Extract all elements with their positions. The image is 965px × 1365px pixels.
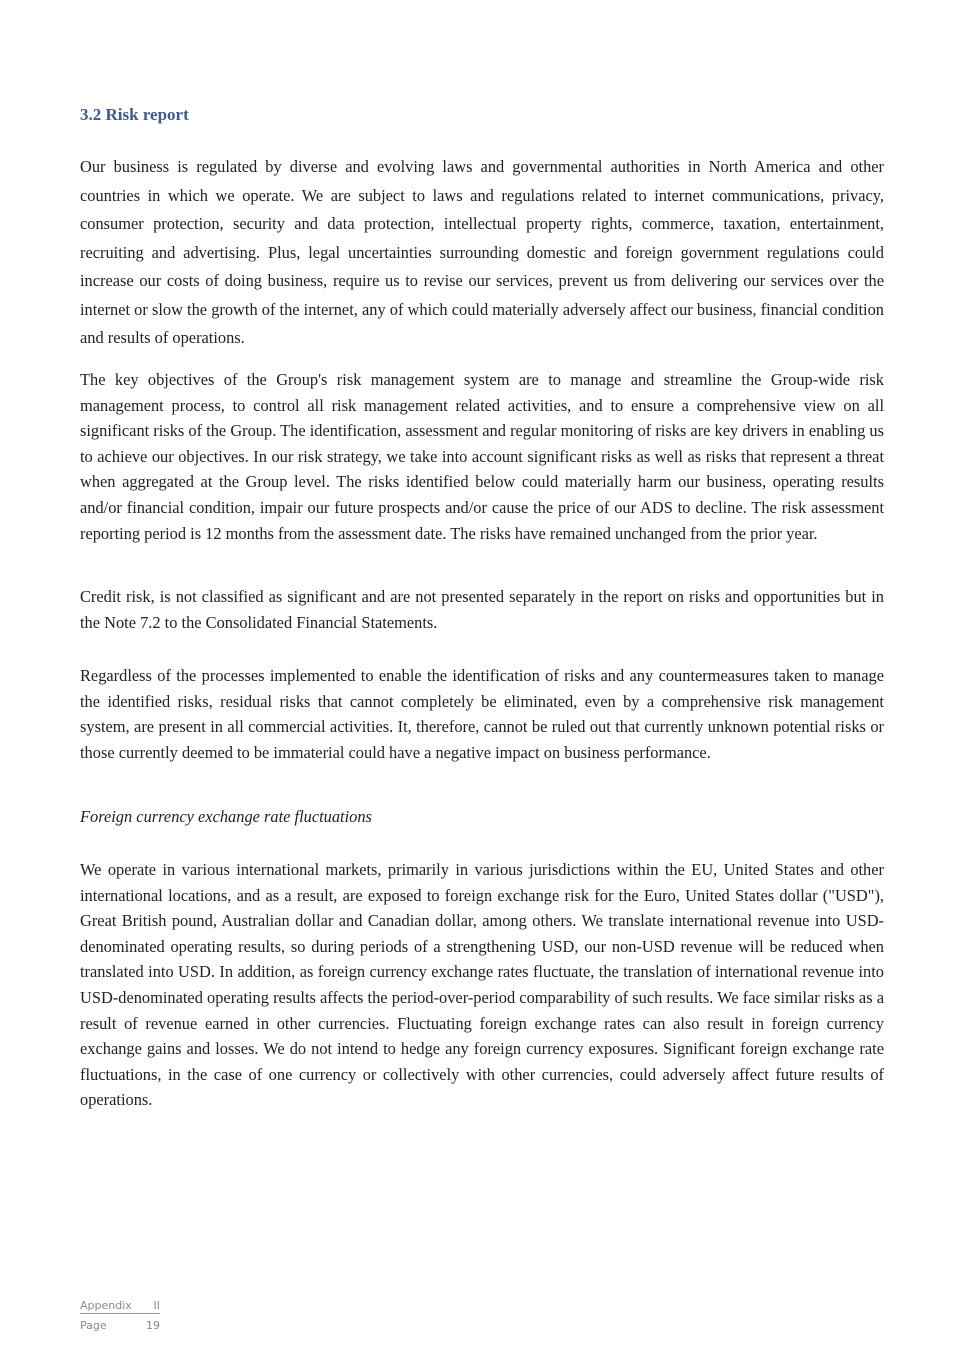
paragraph-regulation: Our business is regulated by diverse and evolving laws and governmental authorities in North America and other countries in which we operate. We are subject to laws and regulations related to internet communications, privacy, consumer protection, security and data protection, intellectual property rights, commerce, taxation, entertainment, recruiting and advertising. Plus, legal uncertainties surrounding domestic and foreign government regulations could increase our costs of doing business, require us to revise our services, prevent us from delivering our services over the internet or slow the growth of the internet, any of which could materially adversely affect our business, financial condition and results of operations. [80, 157, 884, 347]
paragraph-fx: We operate in various international markets, primarily in various jurisdictions within the EU, United States and other international locations, and as a result, are exposed to foreign exchange risk for the Euro, United States dollar ("USD"), Great British pound, Australian dollar and Canadian dollar, among others. We translate international revenue into USD-denominated operating results, so during periods of a strengthening USD, our non-USD revenue will be reduced when translated into USD. In addition, as foreign currency exchange rates fluctuate, the translation of international revenue into USD-denominated operating results affects the period-over-period comparability of such results. We face similar risks as a result of revenue earned in other currencies. Fluctuating foreign exchange rates can also result in foreign currency exchange gains and losses. We do not intend to hedge any foreign currency exposures. Significant foreign exchange rate fluctuations, in the case of one currency or collectively with other currencies, could adversely affect future results of operations. [80, 860, 884, 1110]
appendix-value: II [153, 1299, 160, 1312]
paragraph-credit-risk: Credit risk, is not classified as significant and are not presented separately in the report on risks and opportunities but in the Note 7.2 to the Consolidated Financial Statements. [80, 587, 884, 632]
appendix-label: Appendix [80, 1299, 132, 1312]
page-number: 19 [146, 1319, 160, 1332]
footer-appendix [80, 1299, 160, 1314]
paragraph-risk-management: The key objectives of the Group's risk management system are to manage and streamline the Group-wide risk management process, to control all risk management related activities, and to ensure a comprehensive view on all significant risks of the Group. The identification, assessment and regular monitoring of risks are key drivers in enabling us to achieve our objectives. In our risk strategy, we take into account significant risks as well as risks that represent a threat when aggregated at the Group level. The risks identified below could materially harm our business, operating results and/or financial condition, impair our future prospects and/or cause the price of our ADS to decline. The risk assessment reporting period is 12 months from the assessment date. The risks have remained unchanged from the prior year. [80, 370, 884, 543]
page-label: Page [80, 1319, 107, 1332]
paragraph-residual-risks: Regardless of the processes implemented to enable the identification of risks and any countermeasures taken to manage the identified risks, residual risks that cannot completely be eliminated, even by a comprehensive risk management system, are present in all commercial activities. It, therefore, cannot be ruled out that currently unknown potential risks or those currently deemed to be immaterial could have a negative impact on business performance. [80, 666, 884, 762]
subheading-fx: Foreign currency exchange rate fluctuations [80, 807, 372, 826]
section-heading: 3.2 Risk report [80, 105, 189, 124]
footer-page [80, 1319, 160, 1332]
